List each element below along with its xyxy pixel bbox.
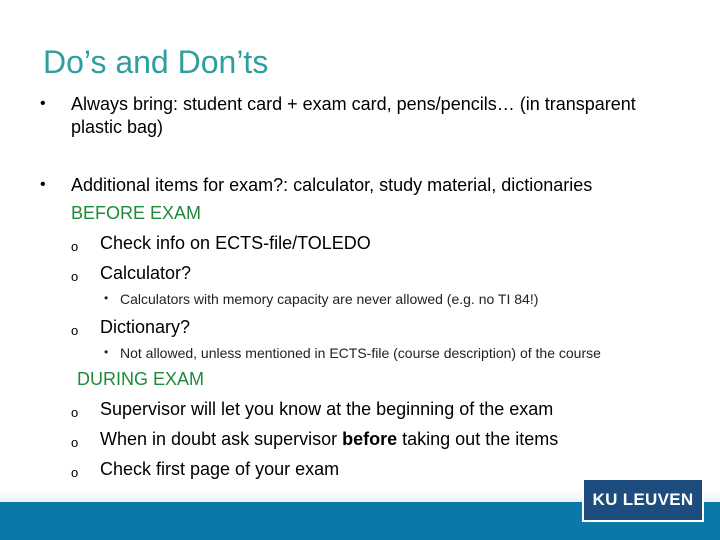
- during-item-doubt-post: taking out the items: [397, 429, 559, 449]
- sub-bullet-dot: •: [104, 291, 109, 305]
- during-item-doubt: [100, 429, 558, 450]
- during-exam-heading: DURING EXAM: [77, 369, 205, 389]
- slide-title: Do’s and Don’ts: [43, 44, 269, 80]
- bullet1-line1: Always bring: student card + exam card, pens/pencils… (in transparent: [71, 94, 636, 114]
- during-item-first-page: Check first page of your exam: [100, 459, 340, 479]
- bullet-dot: •: [40, 95, 46, 112]
- before-item-ects: Check info on ECTS-file/TOLEDO: [100, 233, 371, 253]
- during-item-supervisor: Supervisor will let you know at the beginning of the exam: [100, 399, 554, 419]
- during-item-doubt-bold: before: [342, 429, 398, 449]
- circle-bullet: o: [71, 465, 79, 480]
- circle-bullet: o: [71, 239, 79, 254]
- before-item-dictionary-note: Not allowed, unless mentioned in ECTS-file (course description) of the course: [120, 345, 601, 361]
- before-item-dictionary: Dictionary?: [100, 317, 191, 337]
- sub-bullet-dot: •: [104, 345, 109, 359]
- during-item-doubt-pre: When in doubt ask supervisor: [100, 429, 343, 449]
- bullet-dot: •: [40, 176, 46, 193]
- circle-bullet: o: [71, 323, 79, 338]
- ku-leuven-logo: KU LEUVEN: [582, 478, 704, 522]
- before-exam-heading: BEFORE EXAM: [71, 203, 202, 223]
- before-item-calculator: Calculator?: [100, 263, 192, 283]
- circle-bullet: o: [71, 405, 79, 420]
- circle-bullet: o: [71, 435, 79, 450]
- bullet1-line2: plastic bag): [71, 117, 164, 137]
- before-item-calculator-note: Calculators with memory capacity are never allowed (e.g. no TI 84!): [120, 291, 539, 307]
- bullet2-line1: Additional items for exam?: calculator, study material, dictionaries: [71, 175, 593, 195]
- circle-bullet: o: [71, 269, 79, 284]
